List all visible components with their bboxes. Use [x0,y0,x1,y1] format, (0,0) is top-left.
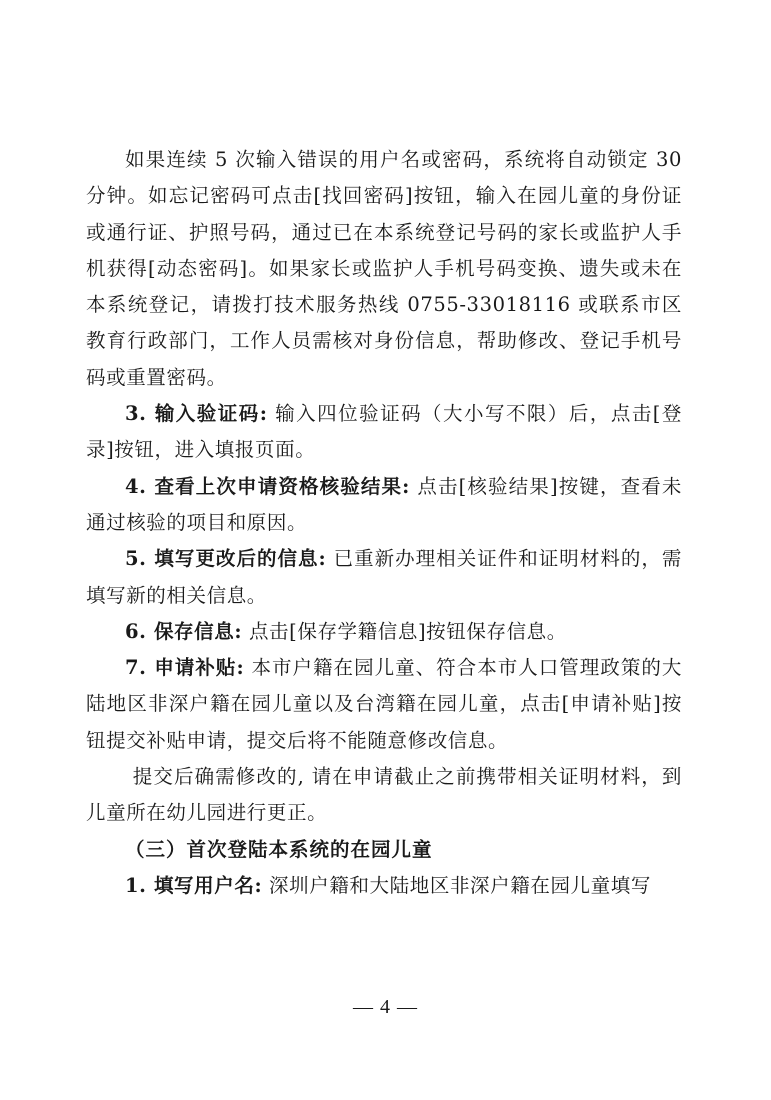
step-5-text: 已重新办理相关证件和证明材料的，需填写新的相关信息。 [86,547,683,607]
paragraph-step-7 [86,650,682,759]
step-3-text: 输入四位验证码（大小写不限）后，点击[登录]按钮，进入填报页面。 [86,402,682,462]
step-7-lead: 7. 申请补贴: [125,656,245,680]
paragraph-fill-username [86,868,682,904]
step-3-lead: 3. 输入验证码: [125,402,268,426]
paragraph-step-3 [86,396,682,469]
paragraph-password-lock [86,142,682,396]
step-5-lead: 5. 填写更改后的信息: [125,547,327,571]
paragraph-step-4 [86,469,682,542]
correction-note-text: 提交后确需修改的, 请在申请截止之前携带相关证明材料，到儿童所在幼儿园进行更正。 [86,765,682,825]
document-body [86,142,682,904]
section-heading: （三）首次登陆本系统的在园儿童 [125,837,433,861]
step-4-lead: 4. 查看上次申请资格核验结果: [125,474,410,498]
page-number: — 4 — [353,996,418,1018]
fill-username-text: 深圳户籍和大陆地区非深户籍在园儿童填写 [262,873,651,897]
paragraph-step-5 [86,541,682,614]
fill-username-lead: 1. 填写用户名: [125,873,263,897]
step-4-text: 点击[核验结果]按键，查看未通过核验的项目和原因。 [86,474,682,534]
paragraph-step-6 [86,614,682,650]
step-6-lead: 6. 保存信息: [125,619,243,643]
step-6-text: 点击[保存学籍信息]按钮保存信息。 [242,619,567,643]
paragraph-correction-note [86,759,682,832]
step-7-text: 本市户籍在园儿童、符合本市人口管理政策的大陆地区非深户籍在园儿童以及台湾籍在园儿童，点击[申请补贴]按钮提交补贴申请，提交后将不能随意修改信息。 [86,656,682,752]
paragraph-text: 如果连续 5 次输入错误的用户名或密码，系统将自动锁定 30 分钟。如忘记密码可点击[找回密码]按钮，输入在园儿童的身份证或通行证、护照号码，通过已在本系统登记号码的家长或监护人手机获得[动态密码]。如果家长或监护人手机号码变换、遗失或未在本系统登记，请拨打技术服务热线 0755-33018116 或联系市区教育行政部门，工作人员需核对身份信息，帮助修改、登记手机号码或重置密码。 [86,148,682,389]
